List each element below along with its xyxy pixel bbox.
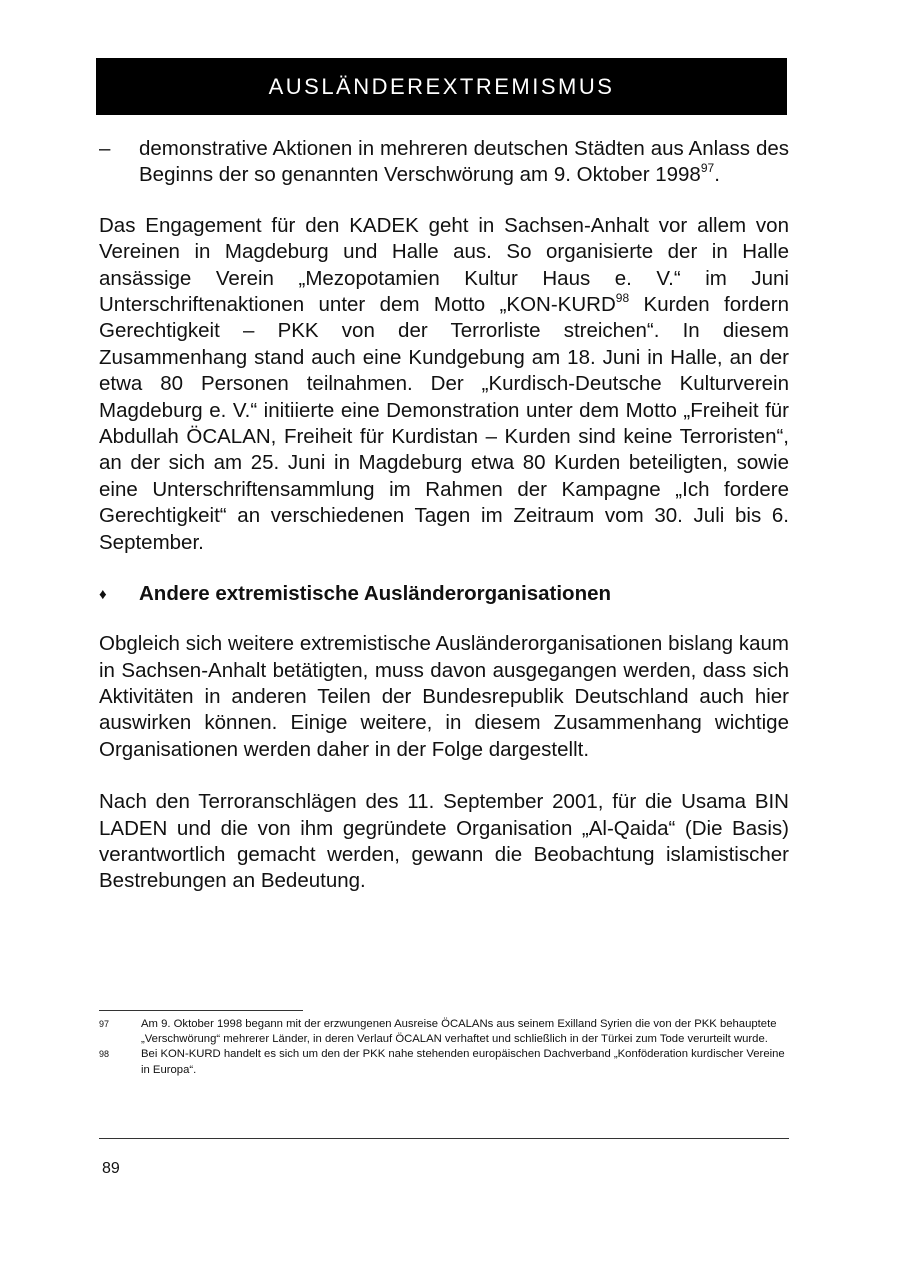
page-body [99,136,789,895]
paragraph-kadek-part2: Kurden fordern Gerechtigkeit – PKK von der Terrorliste streichen“. In diesem Zusammenhang stand auch eine Kundgebung am 18. Juni in Halle, an der etwa 80 Personen teilnahmen. Der „Kurdisch-Deutsche Kulturverein Magdeburg e. V.“ initiierte eine Demonstration unter dem Motto „Freiheit für Abdullah ÖCALAN, Freiheit für Kurdistan – Kurden sind keine Terroristen“, an der sich am 25. Juni in Magdeburg etwa 80 Kurden beteiligten, sowie eine Unterschriftensammlung im Rahmen der Kampagne „Ich fordere Gerechtigkeit“ an verschiedenen Tagen im Zeitraum vom 30. Juli bis 6. September. [99,293,789,554]
footnote-number: 98 [99,1049,110,1060]
footnote-ref-98: 98 [615,291,630,306]
footnotes [99,1017,789,1078]
footnote-ref-97: 97 [700,161,715,176]
list-item-body: demonstrative Aktionen in mehreren deutschen Städten aus Anlass des Beginns der so genannten Verschwörung am 9. Oktober 1998 [139,137,789,187]
list-item-period: . [714,163,720,187]
footnote-98 [99,1047,789,1077]
paragraph-kadek-part1: Das Engagement für den KADEK geht in Sachsen-Anhalt vor allem von Vereinen in Magdeburg und Halle aus. So organisierte der in Halle ansässige Verein „Mezopotamien Kultur Haus e. V.“ im Juni Unterschriftenaktionen unter dem Motto „KON-KURD [99,213,789,317]
section-heading [99,582,789,606]
footnote-text: Bei KON-KURD handelt es sich um den der PKK nahe stehenden europäischen Dachverband „Konföderation kurdischer Vereine in Europa“. [141,1048,785,1076]
chapter-header-bar [96,58,787,115]
footnote-97 [99,1017,789,1047]
paragraph-kadek [99,213,789,556]
page-number: 89 [102,1160,120,1177]
paragraph-other-organisations: Obgleich sich weitere extremistische Ausländerorganisationen bislang kaum in Sachsen-Anhalt betätigten, muss davon ausgegangen werden, dass sich Aktivitäten in anderen Teilen der Bundesrepublik Deutschland auch hier auswirken können. Einige weitere, in diesem Zusammenhang wichtige Organisationen werden daher in der Folge dargestellt. [99,632,789,761]
bottom-divider [99,1138,789,1139]
diamond-bullet-icon: ♦ [99,585,107,603]
chapter-title: AUSLÄNDEREXTREMISMUS [268,73,615,99]
paragraph-al-qaida: Nach den Terroranschlägen des 11. September 2001, für die Usama BIN LADEN und die von ihm gegründete Organisation „Al-Qaida“ (Die Basis) verantwortlich gemacht werden, gewann die Beobachtung islamistischer Bestrebungen an Bedeutung. [99,790,789,893]
footnote-text: Am 9. Oktober 1998 begann mit der erzwungenen Ausreise ÖCALANs aus seinem Exilland Syrien die von der PKK behauptete „Verschwörung“ mehrerer Länder, in deren Verlauf ÖCALAN verhaftet und schließlich in der Türkei zum Tode verurteilt wurde. [141,1018,777,1046]
footnote-number: 97 [99,1019,110,1029]
list-item [99,136,789,189]
footnote-divider [99,1010,303,1011]
section-title: Andere extremistische Ausländerorganisationen [139,582,612,606]
list-dash: – [99,137,111,160]
list-item-text [139,136,789,189]
